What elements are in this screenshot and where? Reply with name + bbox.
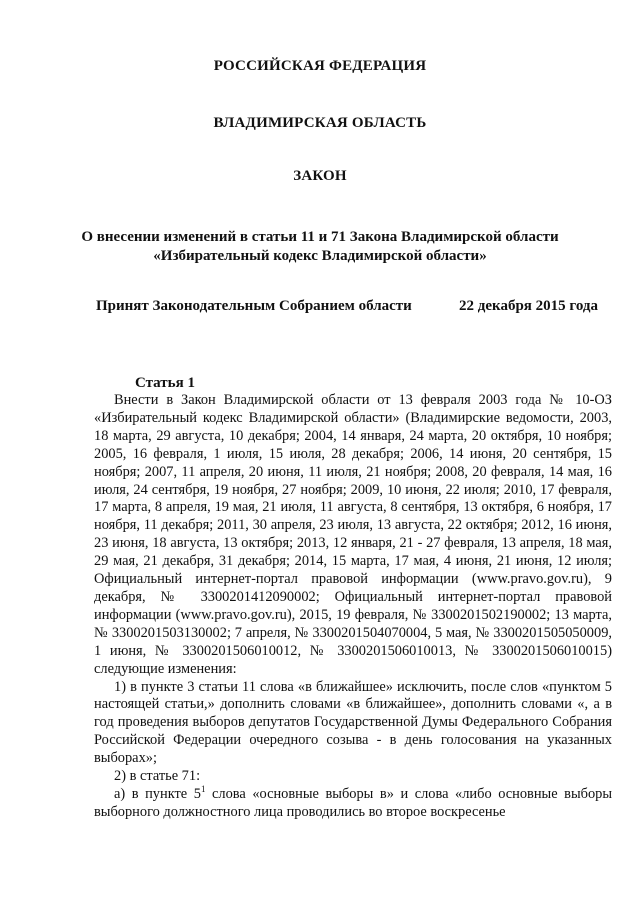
country-heading: РОССИЙСКАЯ ФЕДЕРАЦИЯ (213, 58, 427, 74)
article-body (94, 392, 612, 822)
article-heading: Статья 1 (135, 375, 195, 391)
adoption-line (96, 298, 598, 315)
doc-type-heading: ЗАКОН (293, 168, 347, 184)
paragraph-item-1: 1) в пункте 3 статьи 11 слова «в ближайшее» исключить, после слов «пунктом 5 настоящей статьи,» дополнить словами «в ближайшее», дополнить словами «, а в год проведения выборов депутатов Государственной Думы Федерального Собрания Российской Федерации очередного созыва - в день голосования на указанных выборах»; (94, 678, 612, 767)
paragraph-intro: Внести в Закон Владимирской области от 13 февраля 2003 года № 10-ОЗ «Избирательный кодекс Владимирской области» (Владимирские ведомости, 2003, 18 марта, 29 августа, 10 декабря; 2004, 14 января, 24 марта, 20 октября, 10 ноября; 2005, 16 февраля, 1 июля, 15 июля, 28 декабря; 2006, 14 июня, 20 сентября, 15 ноября; 2007, 11 апреля, 20 июня, 11 июля, 21 ноября; 2008, 20 февраля, 14 мая, 16 июля, 24 сентября, 19 ноября, 27 ноября; 2009, 10 июня, 22 июля; 2010, 17 февраля, 17 марта, 8 апреля, 19 мая, 21 июля, 11 августа, 8 сентября, 13 октября, 6 ноября, 17 ноября, 11 декабря; 2011, 30 апреля, 23 июля, 13 августа, 22 октября; 2012, 16 июня, 23 июня, 18 августа, 13 октября; 2013, 12 января, 21 - 27 февраля, 13 апреля, 18 мая, 29 мая, 21 декабря, 31 декабря; 2014, 15 марта, 17 мая, 4 июня, 21 июня, 12 июля; Официальный интернет-портал правовой информации (www.pravo.gov.ru), 9 декабря, № 3300201412090002; Официальный интернет-портал правовой информации (www.pravo.gov.ru), 2015, 19 февраля, № 3300201502190002; 13 марта, № 3300201503130002; 7 апреля, № 3300201504070004, 5 мая, № 3300201505050009, 1 июня, № 3300201506010012, № 3300201506010013, № 3300201506010015) следующие изменения: (94, 392, 612, 677)
law-title: О внесении изменений в статьи 11 и 71 Закона Владимирской области «Избирательный кодекс Владимирской области» (81, 229, 559, 264)
superscript: 1 (200, 783, 206, 794)
item-2a-rest: слова «основные выборы в» и слова «либо основные выборы выборного должностного лица проводились во второе воскресенье (94, 785, 613, 820)
adoption-label: Принят Законодательным Собранием области (96, 298, 412, 314)
region-heading: ВЛАДИМИРСКАЯ ОБЛАСТЬ (213, 115, 427, 131)
item-2a-start: а) в пункте 5 (114, 785, 201, 802)
paragraph-item-2: 2) в статье 71: (114, 768, 201, 785)
adoption-date: 22 декабря 2015 года (459, 298, 598, 314)
paragraph-item-2a (94, 783, 613, 822)
